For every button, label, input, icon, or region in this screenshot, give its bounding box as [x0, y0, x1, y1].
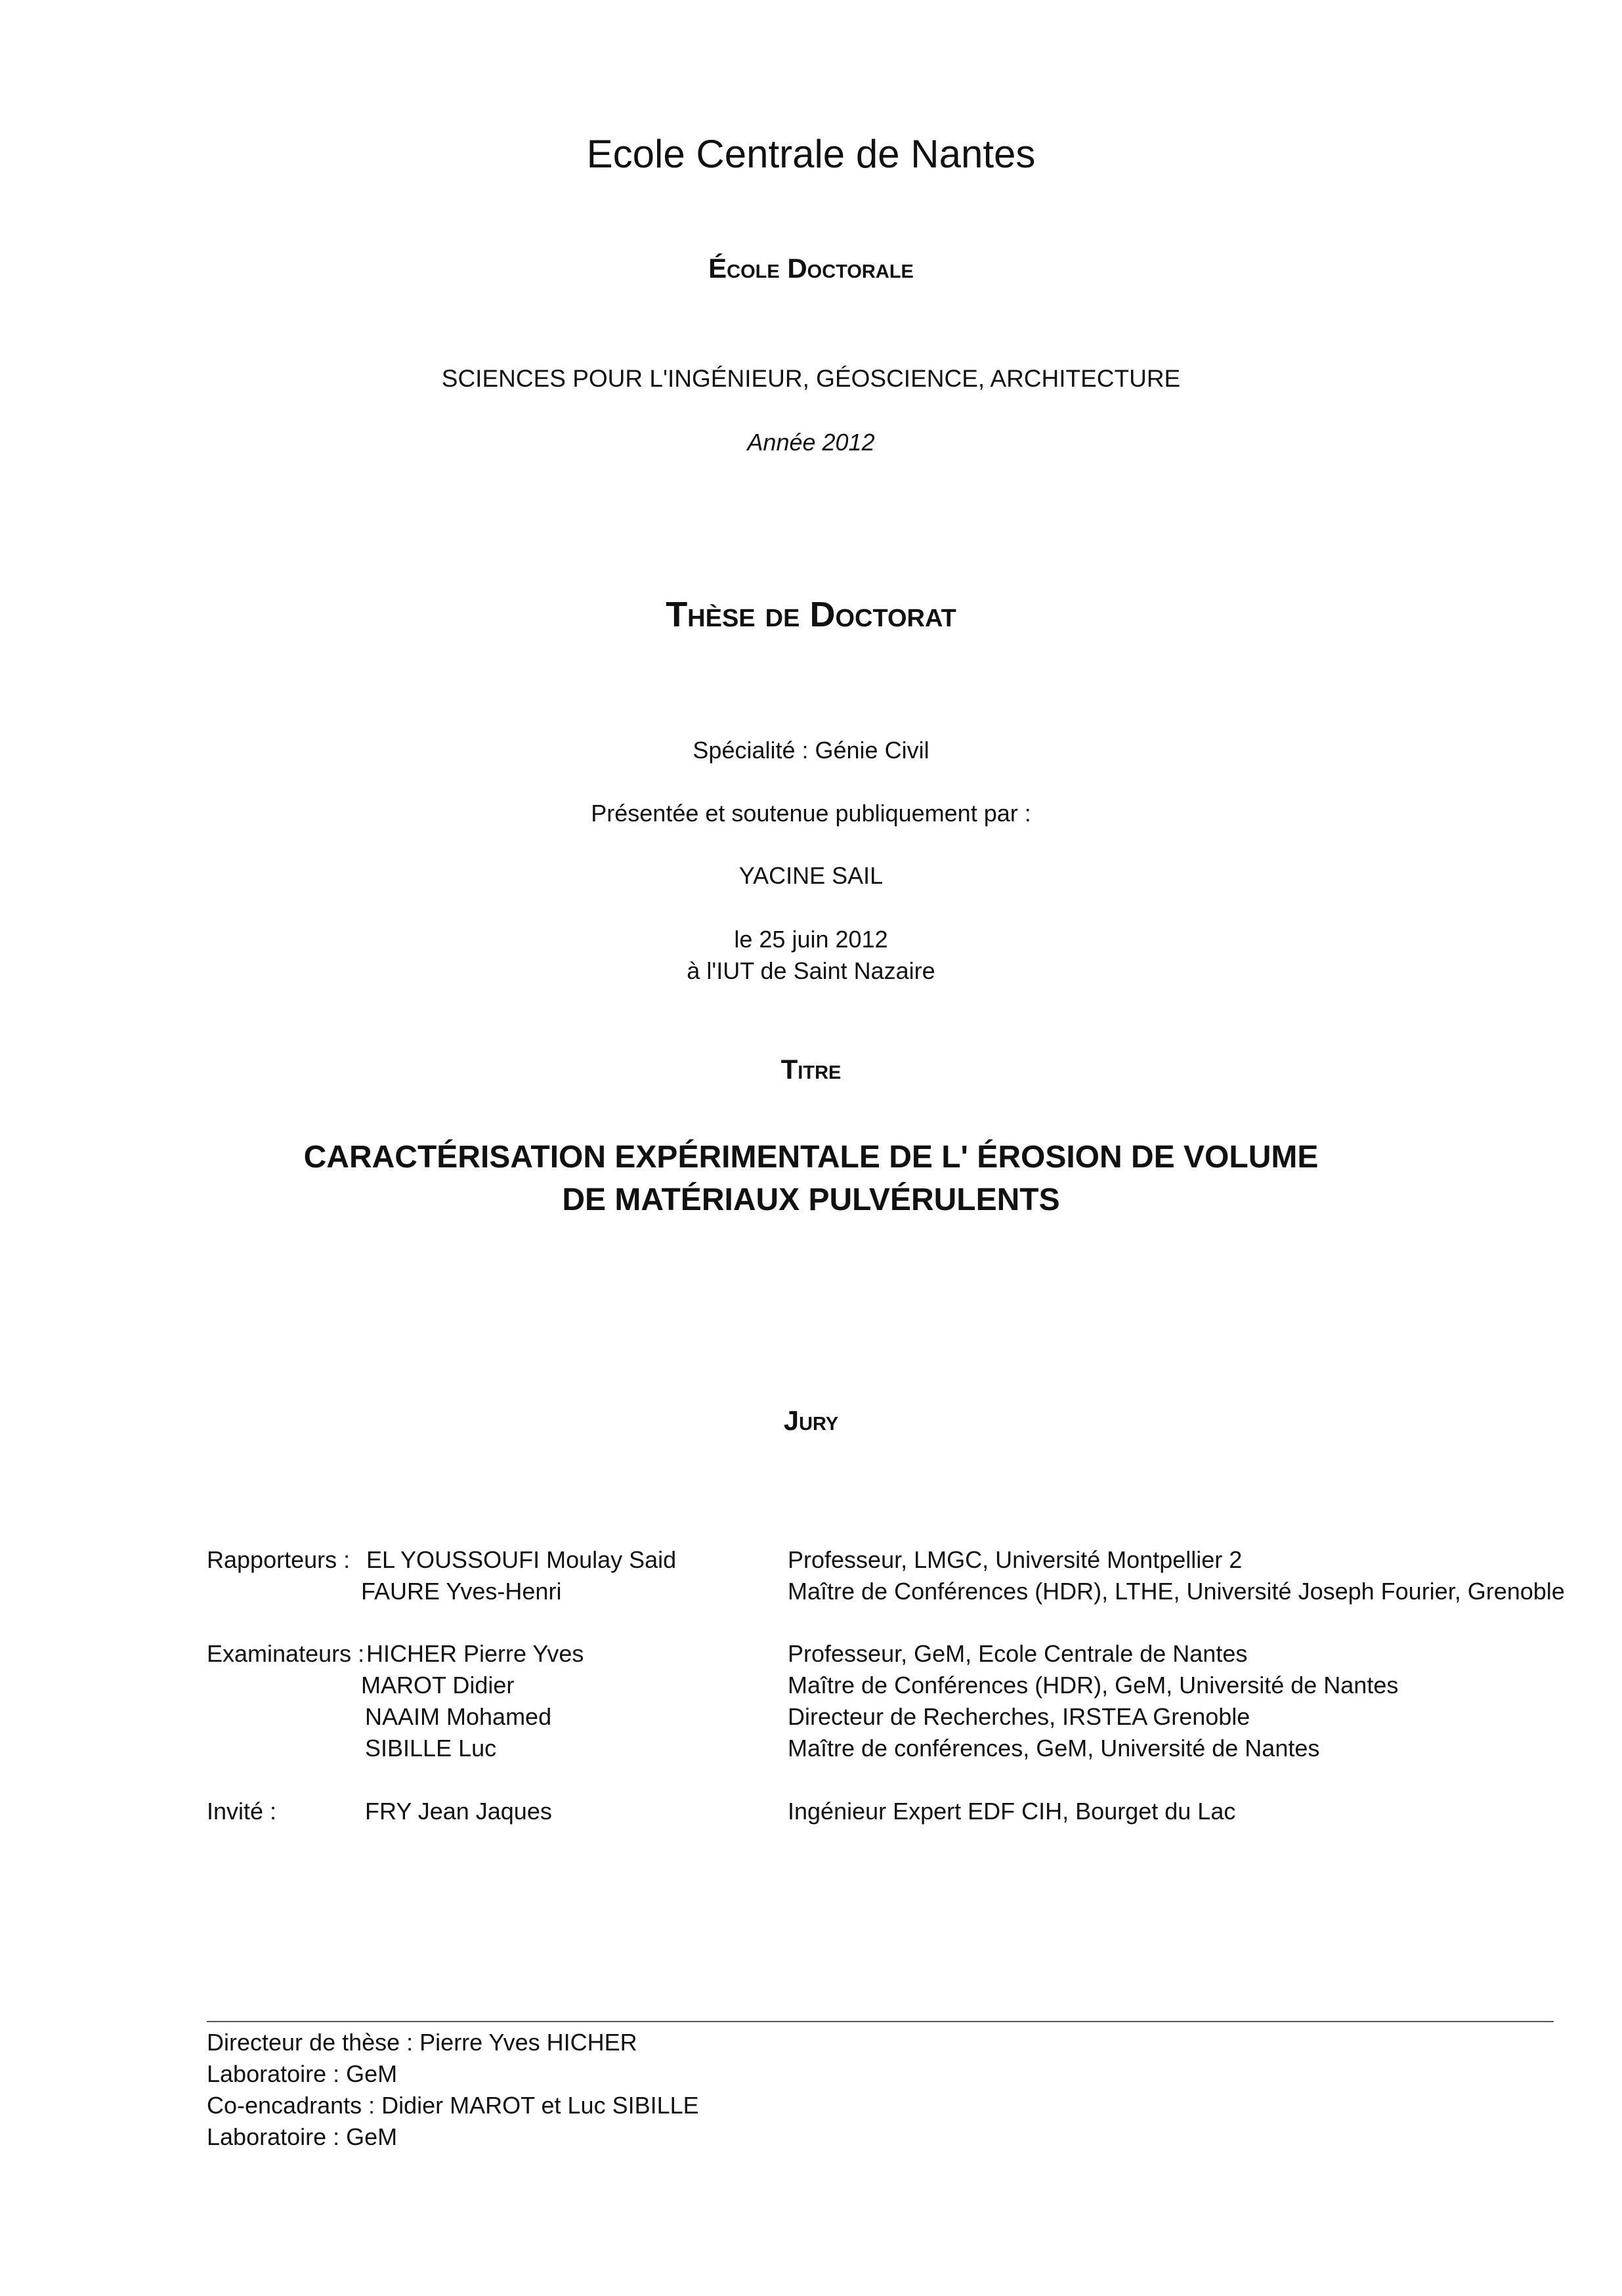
co-supervisors: Co-encadrants : Didier MAROT et Luc SIBILLE — [207, 2092, 699, 2119]
role-invite: Invité : — [207, 1798, 277, 1825]
laboratory: Laboratoire : GeM — [207, 2060, 398, 2087]
year: Année 2012 — [747, 429, 875, 456]
jury-member-position: Professeur, LMGC, Université Montpellier 2 — [788, 1546, 1243, 1573]
jury-member-name: EL YOUSSOUFI Moulay Said — [366, 1546, 677, 1573]
jury-member-position: Maître de Conférences (HDR), GeM, Université de Nantes — [788, 1672, 1399, 1699]
role-rapporteurs: Rapporteurs : — [207, 1546, 351, 1573]
title-heading: Titre — [780, 1054, 842, 1085]
defense-date: le 25 juin 2012 — [734, 926, 888, 953]
jury-member-name: SIBILLE Luc — [365, 1735, 497, 1762]
defense-place: à l'IUT de Saint Nazaire — [687, 957, 935, 984]
presented-by: Présentée et soutenue publiquement par : — [591, 800, 1031, 827]
jury-member-name: HICHER Pierre Yves — [366, 1640, 584, 1667]
jury-member-position: Maître de Conférences (HDR), LTHE, Université Joseph Fourier, Grenoble — [788, 1578, 1565, 1605]
thesis-title: Thèse de Doctorat — [666, 595, 956, 634]
jury-member-name: NAAIM Mohamed — [365, 1703, 552, 1730]
jury-member-position: Directeur de Recherches, IRSTEA Grenoble — [788, 1703, 1250, 1730]
doctoral-school: École Doctorale — [708, 253, 914, 284]
jury-member-name: FRY Jean Jaques — [365, 1798, 552, 1825]
jury-member-name: FAURE Yves-Henri — [361, 1578, 562, 1605]
jury-member-name: MAROT Didier — [361, 1672, 515, 1699]
thesis-director: Directeur de thèse : Pierre Yves HICHER — [207, 2029, 637, 2056]
jury-member-position: Ingénieur Expert EDF CIH, Bourget du Lac — [788, 1798, 1236, 1825]
thesis-subject-line-2: DE MATÉRIAUX PULVÉRULENTS — [562, 1182, 1060, 1217]
jury-member-position: Professeur, GeM, Ecole Centrale de Nantes — [788, 1640, 1248, 1667]
laboratory: Laboratoire : GeM — [207, 2123, 398, 2150]
role-examinateurs: Examinateurs : — [207, 1640, 365, 1667]
thesis-subject-line-1: CARACTÉRISATION EXPÉRIMENTALE DE L' ÉROSION DE VOLUME — [303, 1140, 1319, 1175]
jury-member-position: Maître de conférences, GeM, Université de Nantes — [788, 1735, 1320, 1762]
speciality: Spécialité : Génie Civil — [693, 737, 929, 764]
institution-name: Ecole Centrale de Nantes — [586, 132, 1036, 176]
jury-heading: Jury — [783, 1405, 839, 1436]
footer-divider — [207, 2021, 1554, 2022]
author-name: YACINE SAIL — [738, 862, 884, 889]
discipline: SCIENCES POUR L'INGÉNIEUR, GÉOSCIENCE, ARCHITECTURE — [441, 365, 1181, 392]
